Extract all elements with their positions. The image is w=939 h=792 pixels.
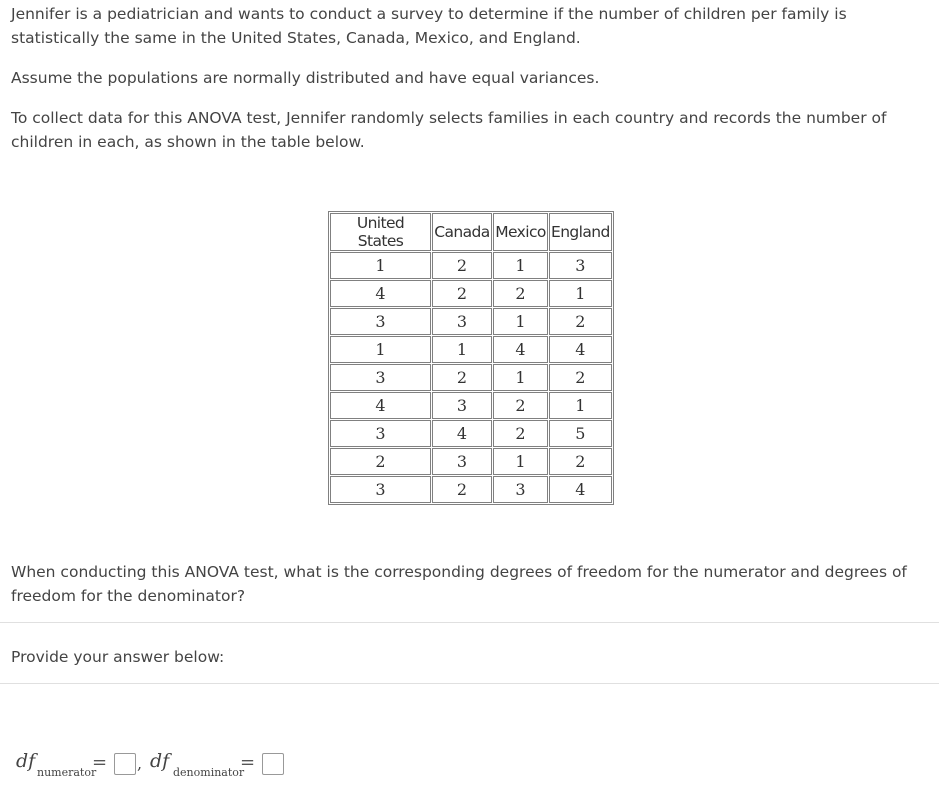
numerator-subscript: numerator [37, 766, 97, 779]
table-cell: 2 [432, 476, 492, 503]
equals-sign: = [92, 752, 108, 773]
df-symbol-numerator: df [16, 750, 36, 772]
table-cell: 2 [493, 392, 548, 419]
table-cell: 5 [549, 420, 612, 447]
section-divider [0, 683, 939, 684]
section-divider [0, 622, 939, 623]
table-row [330, 364, 612, 391]
table-cell: 4 [330, 280, 431, 307]
table-cell: 3 [432, 448, 492, 475]
table-cell: 3 [549, 252, 612, 279]
table-cell: 2 [549, 364, 612, 391]
denominator-subscript: denominator [173, 766, 245, 779]
denominator-df-input[interactable] [262, 753, 284, 775]
table-cell: 4 [549, 476, 612, 503]
question-paragraph-intro: Jennifer is a pediatrician and wants to conduct a survey to determine if the number of children per family is statistically the same in the United States, Canada, Mexico, and England. [11, 5, 847, 47]
data-table-container [328, 211, 614, 505]
table-cell: 1 [549, 392, 612, 419]
table-cell: 3 [330, 364, 431, 391]
table-cell: 2 [493, 420, 548, 447]
table-cell: 3 [330, 420, 431, 447]
table-cell: 2 [330, 448, 431, 475]
table-cell: 1 [493, 252, 548, 279]
table-cell: 3 [493, 476, 548, 503]
table-cell: 4 [432, 420, 492, 447]
table-cell: 3 [330, 308, 431, 335]
header-mexico: Mexico [493, 213, 548, 251]
table-row [330, 448, 612, 475]
answer-prompt: Provide your answer below: [11, 648, 225, 666]
table-cell: 2 [432, 364, 492, 391]
table-cell: 4 [330, 392, 431, 419]
df-symbol-denominator: df [150, 750, 170, 772]
table-cell: 1 [432, 336, 492, 363]
numerator-df-input[interactable] [114, 753, 136, 775]
table-cell: 1 [330, 252, 431, 279]
question-paragraph-data-collection: To collect data for this ANOVA test, Jennifer randomly selects families in each country and records the number of children in each, as shown in the table below. [11, 109, 887, 151]
table-cell: 4 [493, 336, 548, 363]
equals-sign: = [240, 752, 256, 773]
table-cell: 1 [549, 280, 612, 307]
table-cell: 4 [549, 336, 612, 363]
table-row [330, 420, 612, 447]
table-cell: 2 [432, 252, 492, 279]
table-cell: 2 [549, 448, 612, 475]
question-paragraph-ask: When conducting this ANOVA test, what is the corresponding degrees of freedom for the numerator and degrees of freedom for the denominator? [11, 563, 907, 605]
table-cell: 1 [493, 448, 548, 475]
table-cell: 1 [493, 308, 548, 335]
table-cell: 2 [549, 308, 612, 335]
table-row [330, 476, 612, 503]
question-paragraph-assumption: Assume the populations are normally distributed and have equal variances. [11, 69, 600, 87]
table-cell: 2 [493, 280, 548, 307]
header-united-states: United States [330, 213, 431, 251]
header-england: England [549, 213, 612, 251]
table-row [330, 308, 612, 335]
table-cell: 1 [493, 364, 548, 391]
separator-comma: , [137, 754, 143, 773]
children-per-family-table [328, 211, 614, 505]
table-cell: 3 [432, 308, 492, 335]
table-row [330, 336, 612, 363]
table-cell: 2 [432, 280, 492, 307]
table-cell: 3 [330, 476, 431, 503]
table-row [330, 252, 612, 279]
table-header-row [330, 213, 612, 251]
table-cell: 3 [432, 392, 492, 419]
table-row [330, 392, 612, 419]
answer-row [16, 748, 316, 782]
header-canada: Canada [432, 213, 492, 251]
table-row [330, 280, 612, 307]
table-cell: 1 [330, 336, 431, 363]
